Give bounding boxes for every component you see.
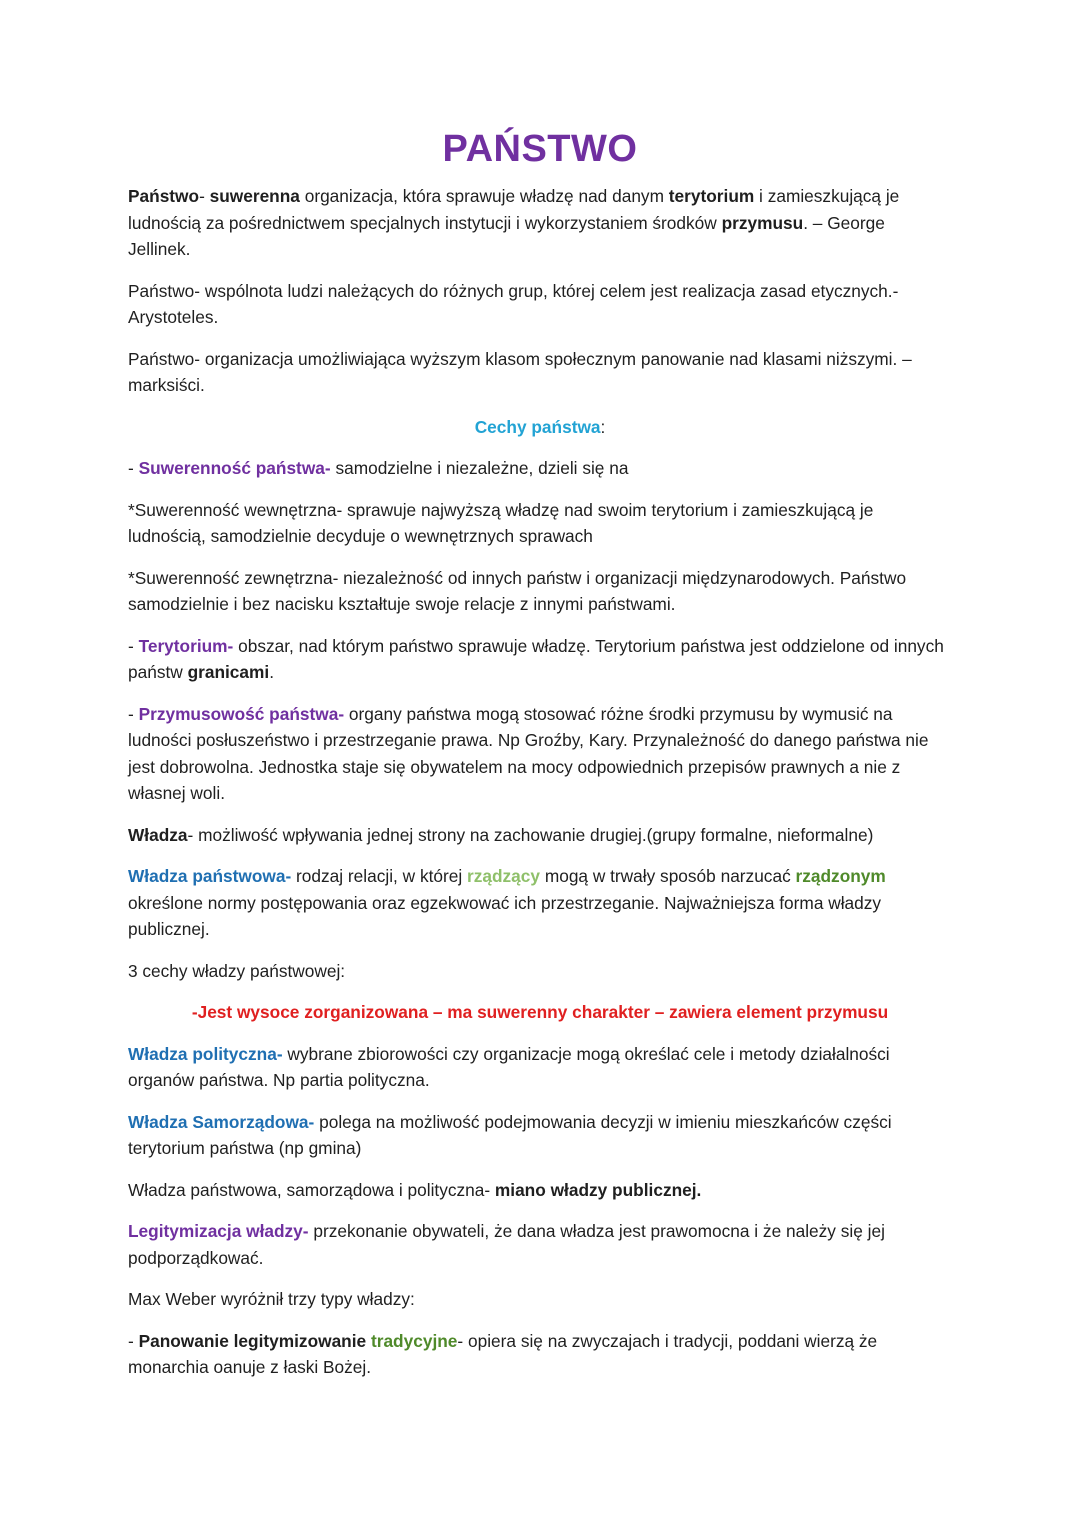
term-przymusu: przymusu <box>721 212 804 233</box>
miano-wladzy-publicznej: Władza państwowa, samorządowa i polityczna- miano władzy publicznej. <box>128 1179 702 1200</box>
panowanie-tradycyjne: - Panowanie legitymizowanie tradycyjne- opiera się na zwyczajach i tradycji, poddani wierzą że monarchia oanuje z łaski Bożej. <box>128 1330 878 1377</box>
definition-wladza: Władza- możliwość wpływania jednej strony na zachowanie drugiej.(grupy formalne, nieformalne) <box>128 824 874 845</box>
document-page <box>128 128 952 1396</box>
definition-arystoteles: Państwo- wspólnota ludzi należących do różnych grup, której celem jest realizacja zasad etycznych.- Arystoteles. <box>128 280 899 327</box>
term-miano: miano władzy publicznej. <box>494 1179 702 1200</box>
term-terytorium: terytorium <box>668 186 755 206</box>
term-rzadzonym: rządzonym <box>795 866 886 886</box>
definition-jellinek: Państwo- suwerenna organizacja, która sprawuje władzę nad danym terytorium i zamieszkującą je ludnością za pośrednictwem specjalnych instytucji i wykorzystaniem środków przymusu. – George Jellinek. <box>128 186 900 259</box>
suwerennosc-zewnetrzna: *Suwerenność zewnętrzna- niezależność od innych państw i organizacji międzynarodowych. Państwo samodzielnie i bez nacisku kształtuje swoje relacje z innymi państwami. <box>128 567 907 614</box>
term-panowanie: Panowanie legitymizowanie <box>138 1330 371 1351</box>
term-tradycyjne: tradycyjne <box>370 1330 458 1351</box>
cecha-suwerennosc: - Suwerenność państwa- samodzielne i niezależne, dzieli się na <box>128 458 629 478</box>
definition-marksisci: Państwo- organizacja umożliwiająca wyższym klasom społecznym panowanie nad klasami niższymi. – marksiści. <box>128 348 912 395</box>
definition-wladza-samorzadowa: Władza Samorządowa- polega na możliwość podejmowania decyzji w imieniu mieszkańców części terytorium państwa (np gmina) <box>128 1111 892 1158</box>
definition-wladza-panstwowa: Władza państwowa- rodzaj relacji, w której rządzący mogą w trwały sposób narzucać rządzonym określone normy postępowania oraz egzekwować ich przestrzeganie. Najważniejsza forma władzy publicznej. <box>128 866 886 939</box>
weber-intro: Max Weber wyróżnił trzy typy władzy: <box>128 1289 415 1309</box>
term-wladza-polityczna: Władza polityczna <box>128 1043 277 1064</box>
term-panstwo: Państwo <box>128 186 200 206</box>
term-wladza: Władza <box>128 824 188 845</box>
term-suwerennosc: Suwerenność państwa <box>138 458 325 478</box>
cechy-heading: Cechy państwa: <box>474 416 606 437</box>
page-title: PAŃSTWO <box>442 128 638 170</box>
term-legitymizacja: Legitymizacja władzy <box>128 1221 303 1241</box>
cecha-przymusowosc: - Przymusowość państwa- organy państwa mogą stosować różne środki przymusu by wymusić na ludności posłuszeństwo i przestrzeganie prawa. Np Groźby, Kary. Przynależność do danego państwa nie jest dobrowolna. Jednostka staje się obywatelem na mocy odpowiednich przepisów prawnych a nie z własnej woli. <box>128 703 929 803</box>
term-suwerenna: suwerenna <box>209 186 300 206</box>
cechy-heading-label: Cechy państwa <box>474 416 601 437</box>
term-granicami: granicami <box>187 662 270 682</box>
term-terytorium-cecha: Terytorium <box>138 635 228 656</box>
term-przymusowosc: Przymusowość państwa <box>138 703 339 724</box>
trzy-cechy-intro: 3 cechy władzy państwowej: <box>128 960 346 981</box>
trzy-cechy-list: -Jest wysoce zorganizowana – ma suwerenny charakter – zawiera element przymusu <box>191 1002 889 1022</box>
term-rzadzacy: rządzący <box>467 866 541 886</box>
definition-wladza-polityczna: Władza polityczna- wybrane zbiorowości czy organizacje mogą określać cele i metody działalności organów państwa. Np partia polityczna. <box>128 1043 890 1090</box>
cecha-terytorium: - Terytorium- obszar, nad którym państwo sprawuje władzę. Terytorium państwa jest oddzielone od innych państw granicami. <box>128 635 944 682</box>
term-wladza-panstwowa: Władza państwowa <box>128 866 286 886</box>
suwerennosc-wewnetrzna: *Suwerenność wewnętrzna- sprawuje najwyższą władzę nad swoim terytorium i zamieszkującą je ludnością, samodzielnie decyduje o wewnętrznych sprawach <box>128 499 874 546</box>
term-wladza-samorzadowa: Władza Samorządowa <box>128 1111 309 1132</box>
definition-legitymizacja: Legitymizacja władzy- przekonanie obywateli, że dana władza jest prawomocna i że należy się jej podporządkować. <box>128 1221 885 1268</box>
